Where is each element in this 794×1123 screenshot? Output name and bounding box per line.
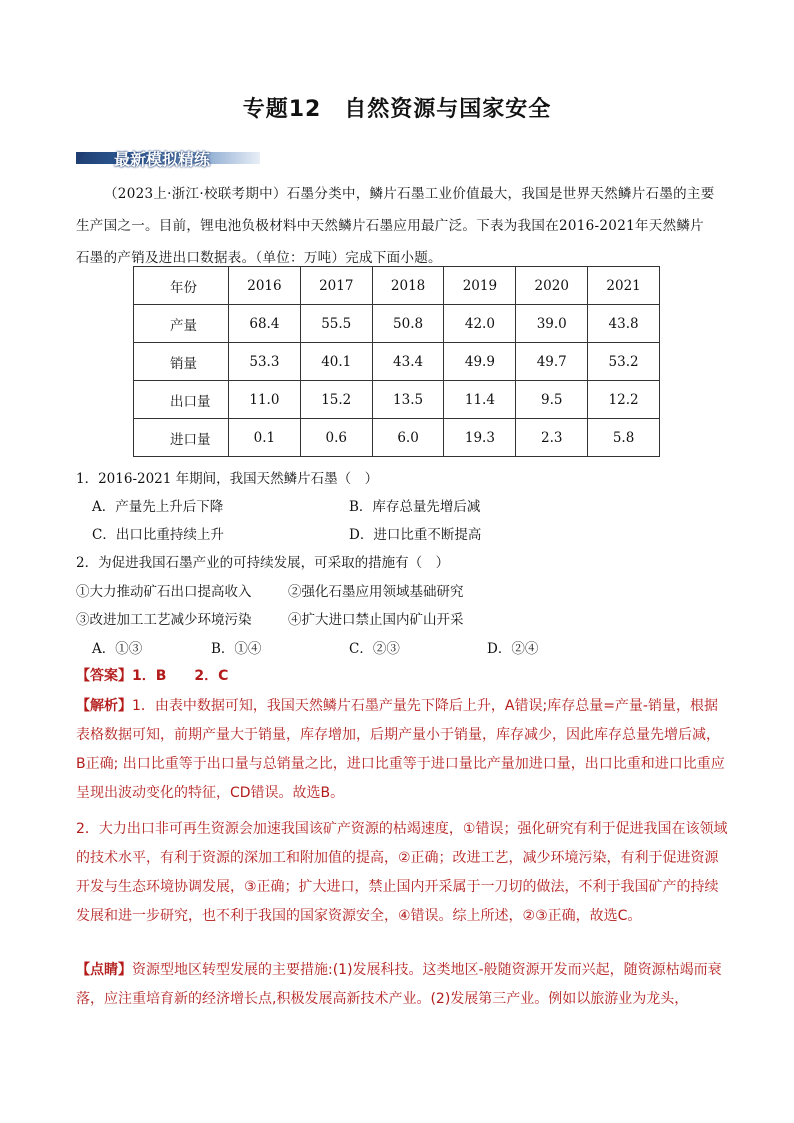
table-cell: 40.1 <box>300 343 372 381</box>
table-cell: 9.5 <box>516 381 588 419</box>
table-header-cell: 年份 <box>134 267 229 305</box>
analysis-section-2 <box>76 815 728 931</box>
question-2-statement-3: ③改进加工工艺减少环境污染 <box>76 612 252 628</box>
answer-line <box>76 662 728 691</box>
data-table <box>133 266 660 457</box>
table-cell: 0.1 <box>229 419 301 457</box>
question-1-option-d: D．进口比重不断提高 <box>349 527 482 543</box>
question-1-option-a: A．产量先上升后下降 <box>92 499 224 515</box>
section-banner <box>76 147 260 169</box>
question-1-option-b: B．库存总量先增后减 <box>349 499 481 515</box>
question-2-stem: 2．为促进我国石墨产业的可持续发展，可采取的措施有（ ） <box>76 555 450 571</box>
table-cell: 销量 <box>134 343 229 381</box>
question-2-option-c: C．②③ <box>349 641 400 657</box>
table-cell: 55.5 <box>300 305 372 343</box>
question-2-statement-2: ②强化石墨应用领域基础研究 <box>288 584 464 600</box>
table-cell: 11.4 <box>444 381 516 419</box>
tip-text: 资源型地区转型发展的主要措施:(1)发展科技。这类地区-般随资源开发而兴起，随资源枯竭而衰落，应注重培育新的经济增长点,积极发展高新技术产业。(2)发展第三产业。例如以旅游业为龙头， <box>76 962 722 1007</box>
question-2-option-b: B．①④ <box>211 641 262 657</box>
table-header-row <box>134 267 660 305</box>
table-cell: 12.2 <box>588 381 660 419</box>
table-cell: 6.0 <box>372 419 444 457</box>
table-cell: 19.3 <box>444 419 516 457</box>
question-2-option-a: A．①③ <box>92 641 143 657</box>
table-cell: 13.5 <box>372 381 444 419</box>
table-cell: 5.8 <box>588 419 660 457</box>
table-header-cell: 2016 <box>229 267 301 305</box>
answer-tag: 【答案】 <box>76 668 132 684</box>
table-header-cell: 2020 <box>516 267 588 305</box>
table-cell: 53.3 <box>229 343 301 381</box>
analysis-part-2: 2．大力出口非可再生资源会加速我国该矿产资源的枯竭速度，①错误；强化研究有利于促进我国在该领域的技术水平，有利于资源的深加工和附加值的提高，②正确；改进工艺，减少环境污染，有利于促进资源开发与生态环境协调发展，③正确；扩大进口，禁止国内开采属于一刀切的做法，不利于我国矿产的持续发展和进一步研究，也不利于我国的国家资源安全，④错误。综上所述，②③正确，故选C。 <box>76 821 728 924</box>
table-cell: 49.7 <box>516 343 588 381</box>
question-2-statement-4: ④扩大进口禁止国内矿山开采 <box>288 612 464 628</box>
question-1-stem: 1．2016-2021 年期间，我国天然鳞片石墨（ ） <box>76 471 379 487</box>
analysis-tag: 【解析】 <box>76 698 132 714</box>
table-cell: 进口量 <box>134 419 229 457</box>
question-2-option-d: D．②④ <box>487 641 539 657</box>
table-cell: 11.0 <box>229 381 301 419</box>
tip-tag: 【点睛】 <box>76 962 132 978</box>
table-row <box>134 381 660 419</box>
table-header-cell: 2019 <box>444 267 516 305</box>
answer-text: 1．B 2．C <box>132 668 229 684</box>
table-cell: 39.0 <box>516 305 588 343</box>
table-cell: 出口量 <box>134 381 229 419</box>
table-header-cell: 2017 <box>300 267 372 305</box>
section-label: 最新模拟精练 <box>114 150 211 169</box>
banner-triangle <box>76 152 86 164</box>
table-cell: 2.3 <box>516 419 588 457</box>
table-cell: 15.2 <box>300 381 372 419</box>
table-cell: 50.8 <box>372 305 444 343</box>
table-row <box>134 305 660 343</box>
analysis-section <box>76 692 728 808</box>
tip-section <box>76 956 728 1014</box>
table-cell: 43.8 <box>588 305 660 343</box>
table-cell: 42.0 <box>444 305 516 343</box>
intro-text: （2023上·浙江·校联考期中）石墨分类中，鳞片石墨工业价值最大，我国是世界天然鳞片石墨的主要生产国之一。目前，锂电池负极材料中天然鳞片石墨应用最广泛。下表为我国在2016-2021年天然鳞片石墨的产销及进出口数据表。（单位：万吨）完成下面小题。 <box>76 186 715 266</box>
question-2-statement-1: ①大力推动矿石出口提高收入 <box>76 584 252 600</box>
table-cell: 产量 <box>134 305 229 343</box>
table-row <box>134 419 660 457</box>
question-1-option-c: C．出口比重持续上升 <box>92 527 224 543</box>
table-header-cell: 2021 <box>588 267 660 305</box>
table-row <box>134 343 660 381</box>
page-title: 专题12 自然资源与国家安全 <box>242 97 552 122</box>
table-cell: 53.2 <box>588 343 660 381</box>
intro-paragraph <box>76 178 716 274</box>
table-cell: 0.6 <box>300 419 372 457</box>
table-header-cell: 2018 <box>372 267 444 305</box>
table-cell: 43.4 <box>372 343 444 381</box>
table-cell: 49.9 <box>444 343 516 381</box>
table-cell: 68.4 <box>229 305 301 343</box>
analysis-part-1: 1．由表中数据可知，我国天然鳞片石墨产量先下降后上升，A错误;库存总量=产量-销量，根据表格数据可知，前期产量大于销量，库存增加，后期产量小于销量，库存减少，因此库存总量先增后减，B正确; 出口比重等于出口量与总销量之比，进口比重等于进口量比产量加进口量，出口比重和进口比重应呈现出波动变化的特征，CD错误。故选B。 <box>76 698 725 801</box>
